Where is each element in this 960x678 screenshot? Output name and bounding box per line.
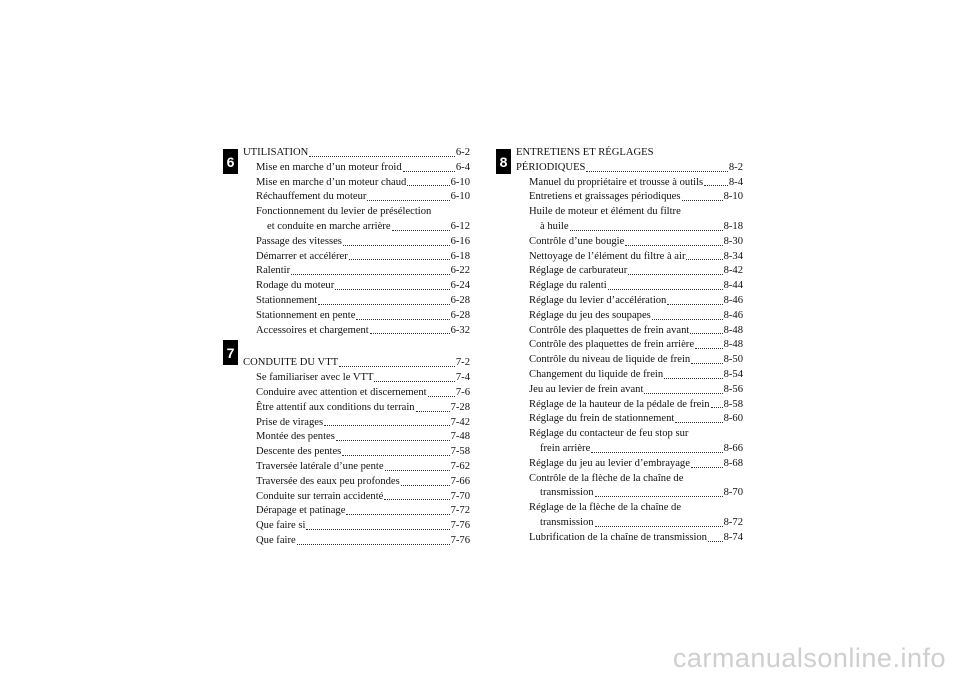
toc-entry-page: 6-10	[450, 191, 470, 203]
toc-entry-label: Mise en marche d’un moteur chaud	[256, 176, 407, 188]
toc-entry-page: 7-72	[450, 505, 470, 517]
toc-entry-label: CONDUITE DU VTT	[243, 357, 339, 369]
toc-entry[interactable]	[243, 190, 470, 205]
toc-entry-label: transmission	[540, 516, 594, 528]
toc-entry[interactable]	[243, 534, 470, 549]
dot-leader	[595, 526, 723, 527]
dot-leader	[690, 333, 722, 334]
toc-entry-page: 8-18	[723, 220, 743, 232]
watermark: carmanualsonline.info	[672, 643, 946, 673]
toc-section-8	[516, 146, 743, 546]
toc-entry[interactable]	[243, 445, 470, 460]
dot-leader	[336, 440, 450, 441]
toc-entry-page: 8-34	[723, 250, 743, 262]
toc-entry[interactable]	[516, 324, 743, 339]
toc-entry-page: 8-56	[723, 383, 743, 395]
dot-leader	[667, 304, 722, 305]
toc-entry[interactable]	[516, 412, 743, 427]
toc-entry-heading	[516, 205, 743, 220]
toc-entry-page: 8-54	[723, 368, 743, 380]
toc-entry[interactable]	[243, 430, 470, 445]
toc-entry[interactable]	[516, 383, 743, 398]
dot-leader	[367, 200, 449, 201]
toc-entry-page: 7-62	[450, 460, 470, 472]
section-tab-7: 7	[223, 340, 238, 365]
dot-leader	[625, 245, 722, 246]
toc-entry-page: 8-44	[723, 280, 743, 292]
toc-entry-label: Changement du liquide de frein	[529, 368, 664, 380]
dot-leader	[691, 363, 722, 364]
toc-entry[interactable]	[243, 504, 470, 519]
toc-entry-page: 7-48	[450, 431, 470, 443]
toc-entry-label: Contrôle d’une bougie	[529, 235, 625, 247]
toc-entry-page: 6-24	[450, 280, 470, 292]
dot-leader	[407, 185, 449, 186]
toc-entry-heading	[516, 472, 743, 487]
dot-leader	[346, 514, 449, 515]
toc-entry-page: 8-72	[723, 516, 743, 528]
toc-entry-page: 8-10	[723, 191, 743, 203]
toc-entry[interactable]	[243, 401, 470, 416]
toc-section-6	[243, 146, 470, 338]
toc-entry-label: Mise en marche d’un moteur froid	[256, 161, 402, 173]
dot-leader	[591, 452, 722, 453]
dot-leader	[324, 425, 450, 426]
toc-entry[interactable]	[516, 398, 743, 413]
toc-entry-page: 7-28	[450, 401, 470, 413]
toc-entry[interactable]	[516, 176, 743, 191]
toc-entry-label: Montée des pentes	[256, 431, 335, 443]
toc-entry-label: Réglage du frein de stationnement	[529, 413, 675, 425]
dot-leader	[401, 485, 450, 486]
toc-entry-page: 8-74	[723, 531, 743, 543]
toc-entry[interactable]	[243, 416, 470, 431]
toc-entry-heading	[516, 146, 743, 161]
section-tab-6: 6	[223, 149, 238, 174]
dot-leader	[682, 200, 723, 201]
toc-entry-label: Manuel du propriétaire et trousse à outils	[529, 176, 704, 188]
dot-leader	[586, 171, 727, 172]
toc-entry[interactable]	[243, 294, 470, 309]
toc-entry-label: Réglage du levier d’accélération	[529, 294, 667, 306]
toc-entry-page: 6-2	[455, 147, 470, 158]
toc-entry-label: Descente des pentes	[256, 446, 342, 458]
dot-leader	[370, 333, 450, 334]
dot-leader	[595, 496, 723, 497]
toc-entry[interactable]	[243, 324, 470, 339]
toc-entry-page: 6-22	[450, 265, 470, 277]
toc-entry[interactable]	[243, 475, 470, 490]
toc-entry-label: Traversée des eaux peu profondes	[256, 475, 400, 487]
dot-leader	[686, 259, 722, 260]
toc-entry-page: 8-50	[723, 354, 743, 366]
toc-entry-page: 7-58	[450, 446, 470, 458]
toc-entry[interactable]	[516, 442, 743, 457]
toc-entry-label: Réglage du contacteur de feu stop sur	[529, 428, 689, 440]
toc-entry[interactable]	[243, 460, 470, 475]
toc-entry[interactable]	[243, 250, 470, 265]
dot-leader	[628, 274, 722, 275]
dot-leader	[343, 245, 450, 246]
toc-entry[interactable]	[516, 368, 743, 383]
toc-entry[interactable]	[516, 338, 743, 353]
toc-entry-page: 8-58	[723, 398, 743, 410]
toc-entry[interactable]	[516, 279, 743, 294]
toc-entry-page: 6-18	[450, 250, 470, 262]
toc-entry-label: Que faire si	[256, 520, 306, 532]
toc-entry-page: 8-2	[728, 161, 743, 173]
toc-entry-label: Contrôle du niveau de liquide de frein	[529, 354, 691, 366]
toc-entry[interactable]	[243, 386, 470, 401]
toc-entry-page: 7-66	[450, 475, 470, 487]
toc-entry[interactable]	[243, 220, 470, 235]
toc-entry-label: Passage des vitesses	[256, 235, 342, 247]
toc-entry[interactable]	[243, 161, 470, 176]
toc-entry-label: Réchauffement du moteur	[256, 191, 367, 203]
toc-entry[interactable]	[243, 371, 470, 386]
toc-entry-label: Ralentir	[256, 265, 291, 277]
toc-entry-page: 8-48	[723, 324, 743, 336]
dot-leader	[704, 185, 728, 186]
dot-leader	[392, 230, 450, 231]
dot-leader	[385, 470, 450, 471]
toc-entry-label: frein arrière	[540, 442, 591, 454]
toc-entry-page: 6-32	[450, 324, 470, 336]
toc-entry-label: Stationnement en pente	[256, 309, 356, 321]
toc-entry[interactable]	[243, 146, 470, 161]
toc-entry[interactable]	[243, 356, 470, 371]
toc-entry[interactable]	[243, 309, 470, 324]
toc-entry-label: PÉRIODIQUES	[516, 161, 586, 173]
dot-leader	[374, 381, 454, 382]
toc-entry-label: Être attentif aux conditions du terrain	[256, 401, 415, 413]
toc-entry-label: Se familiariser avec le VTT	[256, 372, 374, 384]
toc-entry-page: 8-68	[723, 457, 743, 469]
toc-entry-label: Réglage de la hauteur de la pédale de frein	[529, 398, 710, 410]
toc-entry-label: Stationnement	[256, 294, 318, 306]
toc-entry-label: Conduire avec attention et discernement	[256, 386, 427, 398]
dot-leader	[318, 304, 449, 305]
toc-entry-label: Accessoires et chargement	[256, 324, 369, 336]
toc-entry-page: 6-28	[450, 309, 470, 321]
toc-entry-label: Huile de moteur et élément du filtre	[529, 206, 681, 218]
dot-leader	[384, 499, 449, 500]
toc-entry-label: Dérapage et patinage	[256, 505, 346, 517]
dot-leader	[711, 407, 723, 408]
toc-entry-label: et conduite en marche arrière	[267, 220, 391, 232]
toc-entry[interactable]	[516, 190, 743, 205]
dot-leader	[608, 289, 723, 290]
toc-entry-heading	[516, 427, 743, 442]
section-tab-8: 8	[496, 149, 511, 174]
toc-entry[interactable]	[243, 235, 470, 250]
toc-entry[interactable]	[516, 161, 743, 176]
toc-entry[interactable]	[516, 516, 743, 531]
toc-entry[interactable]	[516, 294, 743, 309]
toc-entry-heading	[516, 501, 743, 516]
toc-entry-page: 7-4	[455, 372, 470, 384]
toc-entry-label: Entretiens et graissages périodiques	[529, 191, 681, 203]
dot-leader	[708, 541, 723, 542]
toc-entry-page: 8-66	[723, 442, 743, 454]
toc-entry-page: 6-12	[450, 220, 470, 232]
toc-entry-label: Que faire	[256, 534, 296, 546]
toc-entry[interactable]	[516, 235, 743, 250]
dot-leader	[428, 396, 455, 397]
toc-entry-page: 6-16	[450, 235, 470, 247]
toc-entry-page: 8-70	[723, 487, 743, 499]
dot-leader	[644, 393, 722, 394]
toc-entry-label: Réglage du jeu des soupapes	[529, 309, 651, 321]
toc-entry[interactable]	[243, 490, 470, 505]
toc-entry-page: 8-30	[723, 235, 743, 247]
toc-entry-label: Conduite sur terrain accidenté	[256, 490, 384, 502]
toc-entry-page: 7-42	[450, 416, 470, 428]
toc-entry-label: Prise de virages	[256, 416, 324, 428]
toc-entry[interactable]	[516, 457, 743, 472]
toc-entry-label: Fonctionnement du levier de présélection	[256, 206, 432, 218]
dot-leader	[664, 378, 722, 379]
toc-entry-page: 7-76	[450, 534, 470, 546]
toc-entry-heading	[243, 205, 470, 220]
toc-section-7	[243, 356, 470, 548]
toc-entry[interactable]	[243, 279, 470, 294]
dot-leader	[652, 319, 723, 320]
toc-entry-label: Réglage du ralenti	[529, 280, 607, 292]
toc-right-column	[516, 146, 743, 546]
toc-entry-page: 8-48	[723, 339, 743, 351]
toc-entry-page: 6-4	[455, 161, 470, 173]
toc-entry-page: 8-46	[723, 294, 743, 306]
toc-entry-page: 8-60	[723, 413, 743, 425]
toc-left-column	[243, 146, 470, 549]
toc-entry-label: transmission	[540, 487, 594, 499]
dot-leader	[309, 156, 455, 157]
toc-entry-label: Démarrer et accélérer	[256, 250, 348, 262]
toc-entry-label: ENTRETIENS ET RÉGLAGES	[516, 147, 654, 158]
toc-entry[interactable]	[243, 519, 470, 534]
toc-entry-label: Rodage du moteur	[256, 280, 335, 292]
dot-leader	[349, 259, 450, 260]
dot-leader	[570, 230, 723, 231]
toc-entry-label: UTILISATION	[243, 147, 309, 158]
toc-entry[interactable]	[516, 309, 743, 324]
dot-leader	[297, 544, 450, 545]
toc-entry-page: 6-28	[450, 294, 470, 306]
toc-entry-label: Contrôle de la flèche de la chaîne de	[529, 472, 684, 484]
toc-entry[interactable]	[516, 264, 743, 279]
toc-entry-label: Réglage du jeu au levier d’embrayage	[529, 457, 690, 469]
toc-entry-page: 6-10	[450, 176, 470, 188]
toc-entry-label: Jeu au levier de frein avant	[529, 383, 644, 395]
dot-leader	[339, 366, 455, 367]
toc-entry-label: Réglage de carburateur	[529, 265, 628, 277]
dot-leader	[675, 422, 722, 423]
dot-leader	[691, 467, 723, 468]
toc-entry[interactable]	[516, 531, 743, 546]
toc-entry-page: 7-6	[455, 386, 470, 398]
toc-entry[interactable]	[516, 250, 743, 265]
dot-leader	[291, 274, 449, 275]
toc-entry-page: 8-46	[723, 309, 743, 321]
toc-entry-label: Contrôle des plaquettes de frein arrière	[529, 339, 695, 351]
toc-entry[interactable]	[243, 176, 470, 191]
toc-entry-page: 8-42	[723, 265, 743, 277]
toc-entry-page: 7-76	[450, 520, 470, 532]
toc-entry[interactable]	[516, 220, 743, 235]
dot-leader	[416, 411, 450, 412]
dot-leader	[403, 171, 455, 172]
toc-entry-label: à huile	[540, 220, 569, 232]
dot-leader	[356, 319, 449, 320]
dot-leader	[306, 529, 449, 530]
dot-leader	[335, 289, 449, 290]
toc-entry-label: Lubrification de la chaîne de transmission	[529, 531, 707, 543]
toc-entry-page: 7-70	[450, 490, 470, 502]
toc-entry-label: Contrôle des plaquettes de frein avant	[529, 324, 690, 336]
toc-entry-label: Nettoyage de l’élément du filtre à air	[529, 250, 686, 262]
dot-leader	[342, 455, 449, 456]
dot-leader	[695, 348, 723, 349]
toc-entry-page: 8-4	[728, 176, 743, 188]
toc-entry[interactable]	[516, 353, 743, 368]
toc-entry-label: Traversée latérale d’une pente	[256, 460, 384, 472]
toc-entry[interactable]	[516, 486, 743, 501]
toc-entry-label: Réglage de la flèche de la chaîne de	[529, 502, 682, 514]
toc-entry-page: 7-2	[455, 357, 470, 369]
toc-entry[interactable]	[243, 264, 470, 279]
